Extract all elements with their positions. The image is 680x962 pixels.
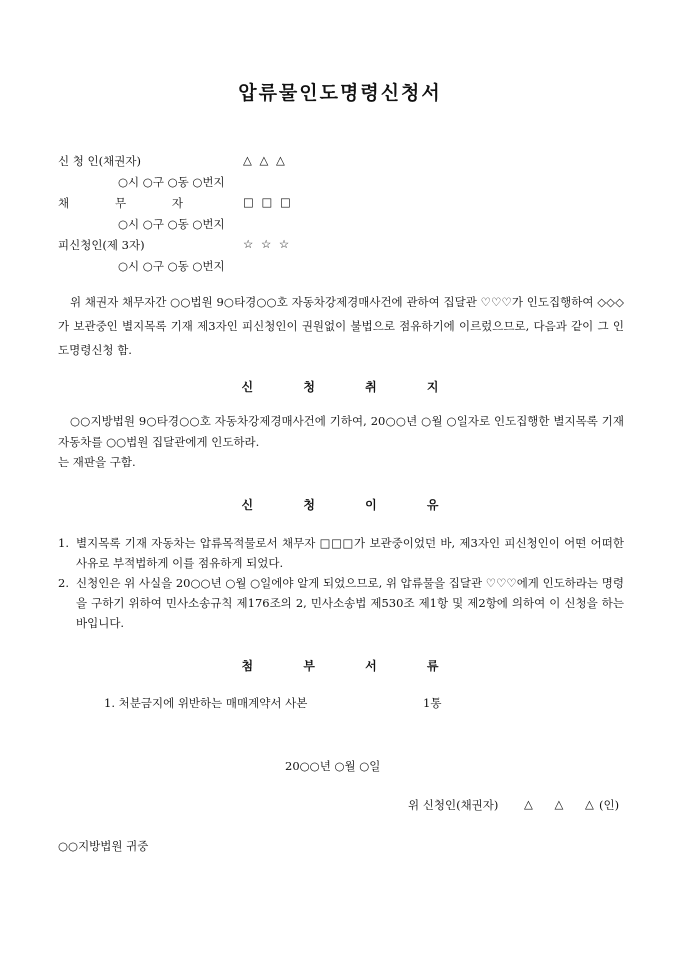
reason-heading xyxy=(0,496,680,513)
heading-char: 부 xyxy=(303,659,315,673)
applicant-name: △ △ △ xyxy=(243,153,287,167)
heading-char: 서 xyxy=(365,659,377,673)
reason-item xyxy=(58,533,624,573)
heading-char: 유 xyxy=(426,498,439,512)
purpose-text: ○○지방법원 9○타경○○호 자동차강제경매사건에 기하여, 20○○년 ○월 ○일자로 인도집행한 별지목록 기재 자동차를 ○○법원 집달관에게 인도하라. xyxy=(58,414,624,449)
reason-item xyxy=(58,573,624,633)
purpose-heading xyxy=(0,378,680,395)
signature-seal: (인) xyxy=(599,798,620,812)
debtor-label xyxy=(58,195,183,211)
heading-char: 신 xyxy=(241,380,254,394)
respondent-address: ○시 ○구 ○동 ○번지 xyxy=(118,259,225,273)
applicant-label: 신 청 인(채권자) xyxy=(58,154,141,168)
court-addressee: ○○지방법원 귀중 xyxy=(58,839,149,853)
debtor-label-char: 무 xyxy=(114,196,127,210)
heading-char: 취 xyxy=(365,380,377,394)
heading-char: 첨 xyxy=(241,659,254,673)
attachment-heading xyxy=(0,657,680,674)
debtor-address: ○시 ○구 ○동 ○번지 xyxy=(118,217,225,231)
attachment-count: 1통 xyxy=(423,696,442,710)
debtor-name: □ □ □ xyxy=(243,195,293,209)
debtor-label-char: 채 xyxy=(58,196,70,210)
heading-char: 신 xyxy=(241,498,254,512)
respondent-label: 피신청인(제 3자) xyxy=(58,238,145,252)
heading-char: 청 xyxy=(303,498,315,512)
applicant-address: ○시 ○구 ○동 ○번지 xyxy=(118,175,225,189)
reason-text: 별지목록 기재 자동차는 압류목적물로서 채무자 □□□가 보관중이었던 바, 제3자인 피신청인이 어떤 어떠한 사유로 부적법하게 이를 점유하게 되었다. xyxy=(76,536,624,570)
signature-name: △ △ △ xyxy=(524,797,603,811)
respondent-name: ☆ ☆ ☆ xyxy=(243,237,292,251)
document-title: 압류물인도명령신청서 xyxy=(238,82,442,104)
heading-char: 이 xyxy=(365,498,377,512)
debtor-label-char: 자 xyxy=(171,196,183,210)
attachment-item: 1. 처분금지에 위반하는 매매계약서 사본 xyxy=(104,696,308,710)
reason-number: 1. xyxy=(58,536,69,550)
heading-char: 류 xyxy=(426,659,439,673)
document-date: 20○○년 ○월 ○일 xyxy=(285,759,381,773)
heading-char: 지 xyxy=(426,380,439,394)
intro-paragraph: 위 채권자 채무자간 ○○법원 9○타경○○호 자동차강제경매사건에 관하여 집달관 ♡♡♡가 인도집행하여 ◇◇◇가 보관중인 별지목록 기재 제3자인 피신청인이 권원없이 불법으로 점유하기에 이르렀으므로, 다음과 같이 그 인도명령신청 함. xyxy=(58,295,624,357)
reason-number: 2. xyxy=(58,576,69,590)
purpose-closing: 는 재판을 구함. xyxy=(58,455,136,469)
heading-char: 청 xyxy=(303,380,315,394)
signature-label: 위 신청인(채권자) xyxy=(408,798,499,812)
reason-text: 신청인은 위 사실을 20○○년 ○월 ○일에야 알게 되었으므로, 위 압류물을 집달관 ♡♡♡에게 인도하라는 명령을 구하기 위하여 민사소송규칙 제176조의 2, 민사소송법 제530조 제1항 및 제2항에 의하여 이 신청을 하는 바입니다. xyxy=(76,576,624,630)
